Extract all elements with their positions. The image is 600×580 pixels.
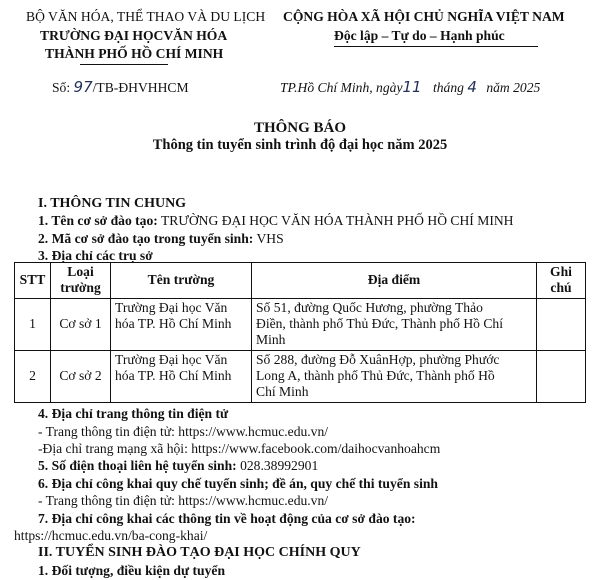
row-address-line2: Long A, thành phố Thủ Đức, Thành phố Hồ <box>256 367 495 383</box>
item-2-label: 2. Mã cơ sở đào tạo trong tuyển sinh: <box>38 231 254 246</box>
row-name-line2: hóa TP. Hồ Chí Minh <box>115 367 232 383</box>
row-address-line2: Điền, thành phố Thủ Đức, Thành phố Hồ Chí <box>256 315 503 331</box>
row-address-line1: Số 288, đường Đỗ XuânHợp, phường Phước <box>256 351 500 367</box>
header-note-line2: chú <box>550 280 572 296</box>
country-name: CỘNG HÒA XÃ HỘI CHỦ NGHĨA VIỆT NAM <box>283 9 565 24</box>
reference-number-handwritten: 97 <box>73 78 93 96</box>
item-4-website: - Trang thông tin điện tử: https://www.hcmuc.edu.vn/ <box>38 424 329 439</box>
row-stt: 2 <box>15 350 51 402</box>
row-name-line1: Trường Đại học Văn <box>115 351 228 367</box>
date-year: năm 2025 <box>486 80 541 95</box>
row-name <box>111 298 252 350</box>
row-note <box>537 350 586 402</box>
national-motto: Độc lập – Tự do – Hạnh phúc <box>334 28 505 43</box>
document-date <box>280 78 540 96</box>
row-name <box>111 350 252 402</box>
date-month-handwritten: 4 <box>467 78 477 96</box>
document-subtitle: Thông tin tuyển sinh trình độ đại học năm 2025 <box>152 137 448 153</box>
item-5-value: 028.38992901 <box>236 458 319 473</box>
item-4-social: -Địa chỉ trang mạng xã hội: https://www.facebook.com/daihocvanhoahcm <box>38 441 441 456</box>
reference-prefix: Số: <box>52 80 71 95</box>
section-1-item-2 <box>38 231 284 247</box>
reference-suffix: /TB-ĐHVHHCM <box>92 80 189 95</box>
motto-underline <box>334 46 538 47</box>
section-1-item-1 <box>38 213 513 229</box>
item-5-label: 5. Số điện thoại liên hệ tuyển sinh: <box>38 458 237 473</box>
section-1-item-5 <box>38 458 318 474</box>
header-type-line2: trường <box>60 280 101 296</box>
section-1-item-7: 7. Địa chỉ công khai các thông tin về hoạt động của cơ sở đào tạo: <box>38 511 416 526</box>
section-1-heading: I. THÔNG TIN CHUNG <box>38 196 187 211</box>
row-type: Cơ sở 2 <box>51 350 111 402</box>
date-month-label: tháng <box>432 80 464 95</box>
item-2-value: VHS <box>253 231 284 246</box>
university-underline <box>80 64 168 65</box>
university-name-line2: THÀNH PHỐ HỒ CHÍ MINH <box>45 46 224 61</box>
section-1-item-6: 6. Địa chỉ công khai quy chế tuyển sinh; đề án, quy chế thi tuyển sinh <box>38 476 438 491</box>
row-note <box>537 298 586 350</box>
date-place: TP.Hồ Chí Minh, ngày <box>280 80 403 95</box>
date-day-handwritten: 11 <box>402 78 422 96</box>
university-name-line1: TRƯỜNG ĐẠI HỌCVĂN HÓA <box>40 28 228 43</box>
section-1-item-4: 4. Địa chỉ trang thông tin điện tử <box>38 406 229 421</box>
campus-table <box>14 262 586 403</box>
row-type: Cơ sở 1 <box>51 298 111 350</box>
row-stt: 1 <box>15 298 51 350</box>
item-7-url: https://hcmuc.edu.vn/ba-cong-khai/ <box>14 528 208 543</box>
document-reference <box>52 78 189 96</box>
row-address-line1: Số 51, đường Quốc Hương, phường Thảo <box>256 299 483 315</box>
row-address <box>252 350 537 402</box>
row-address-line3: Minh <box>256 332 286 348</box>
table-header-row <box>15 263 586 299</box>
table-row <box>15 350 586 402</box>
item-1-label: 1. Tên cơ sở đào tạo: <box>38 213 158 228</box>
header-note <box>537 263 586 299</box>
document-title: THÔNG BÁO <box>253 120 347 136</box>
row-name-line2: hóa TP. Hồ Chí Minh <box>115 315 232 331</box>
row-address-line3: Chí Minh <box>256 384 309 400</box>
row-address <box>252 298 537 350</box>
header-type <box>51 263 111 299</box>
item-1-value: TRƯỜNG ĐẠI HỌC VĂN HÓA THÀNH PHỐ HỒ CHÍ MINH <box>157 213 514 228</box>
header-note-line1: Ghi <box>550 264 572 279</box>
ministry-name: BỘ VĂN HÓA, THỂ THAO VÀ DU LỊCH <box>26 9 266 24</box>
header-type-line1: Loại <box>67 264 94 279</box>
table-row <box>15 298 586 350</box>
header-stt: STT <box>15 263 51 299</box>
header-name: Tên trường <box>111 263 252 299</box>
section-2-item-1: 1. Đối tượng, điều kiện dự tuyển <box>38 563 226 578</box>
item-6-website: - Trang thông tin điện tử: https://www.hcmuc.edu.vn/ <box>38 493 329 508</box>
section-2-heading: II. TUYỂN SINH ĐÀO TẠO ĐẠI HỌC CHÍNH QUY <box>38 545 361 560</box>
header-address: Địa điểm <box>252 263 537 299</box>
row-name-line1: Trường Đại học Văn <box>115 299 228 315</box>
section-1-item-3: 3. Địa chỉ các trụ sở <box>38 248 153 263</box>
